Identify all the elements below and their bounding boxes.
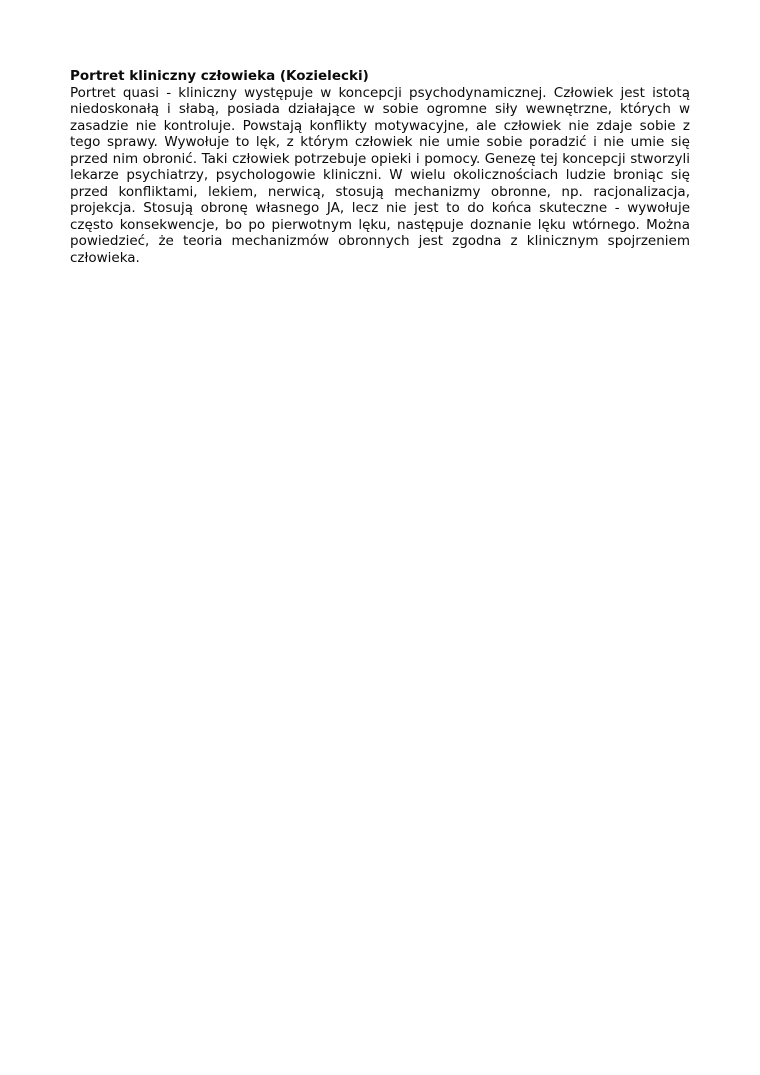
document-paragraph: Portret quasi - kliniczny występuje w koncepcji psychodynamicznej. Człowiek jest istotą niedoskonałą i słabą, posiada działające w sobie ogromne siły wewnętrzne, których w zasadzie nie kontroluje. Powstają konflikty motywacyjne, ale człowiek nie zdaje sobie z tego sprawy. Wywołuje to lęk, z którym człowiek nie umie sobie poradzić i nie umie się przed nim obronić. Taki człowiek potrzebuje opieki i pomocy. Genezę tej koncepcji stworzyli lekarze psychiatrzy, psychologowie kliniczni. W wielu okolicznościach ludzie broniąc się przed konfliktami, lekiem, nerwicą, stosują mechanizmy obronne, np. racjonalizacja, projekcja. Stosują obronę własnego JA, lecz nie jest to do końca skuteczne - wywołuje często konsekwencje, bo po pierwotnym lęku, następuje doznanie lęku wtórnego. Można powiedzieć, że teoria mechanizmów obronnych jest zgodna z klinicznym spojrzeniem człowieka. — [70, 84, 690, 266]
document-content — [70, 68, 690, 266]
document-heading: Portret kliniczny człowieka (Kozielecki) — [70, 68, 369, 84]
